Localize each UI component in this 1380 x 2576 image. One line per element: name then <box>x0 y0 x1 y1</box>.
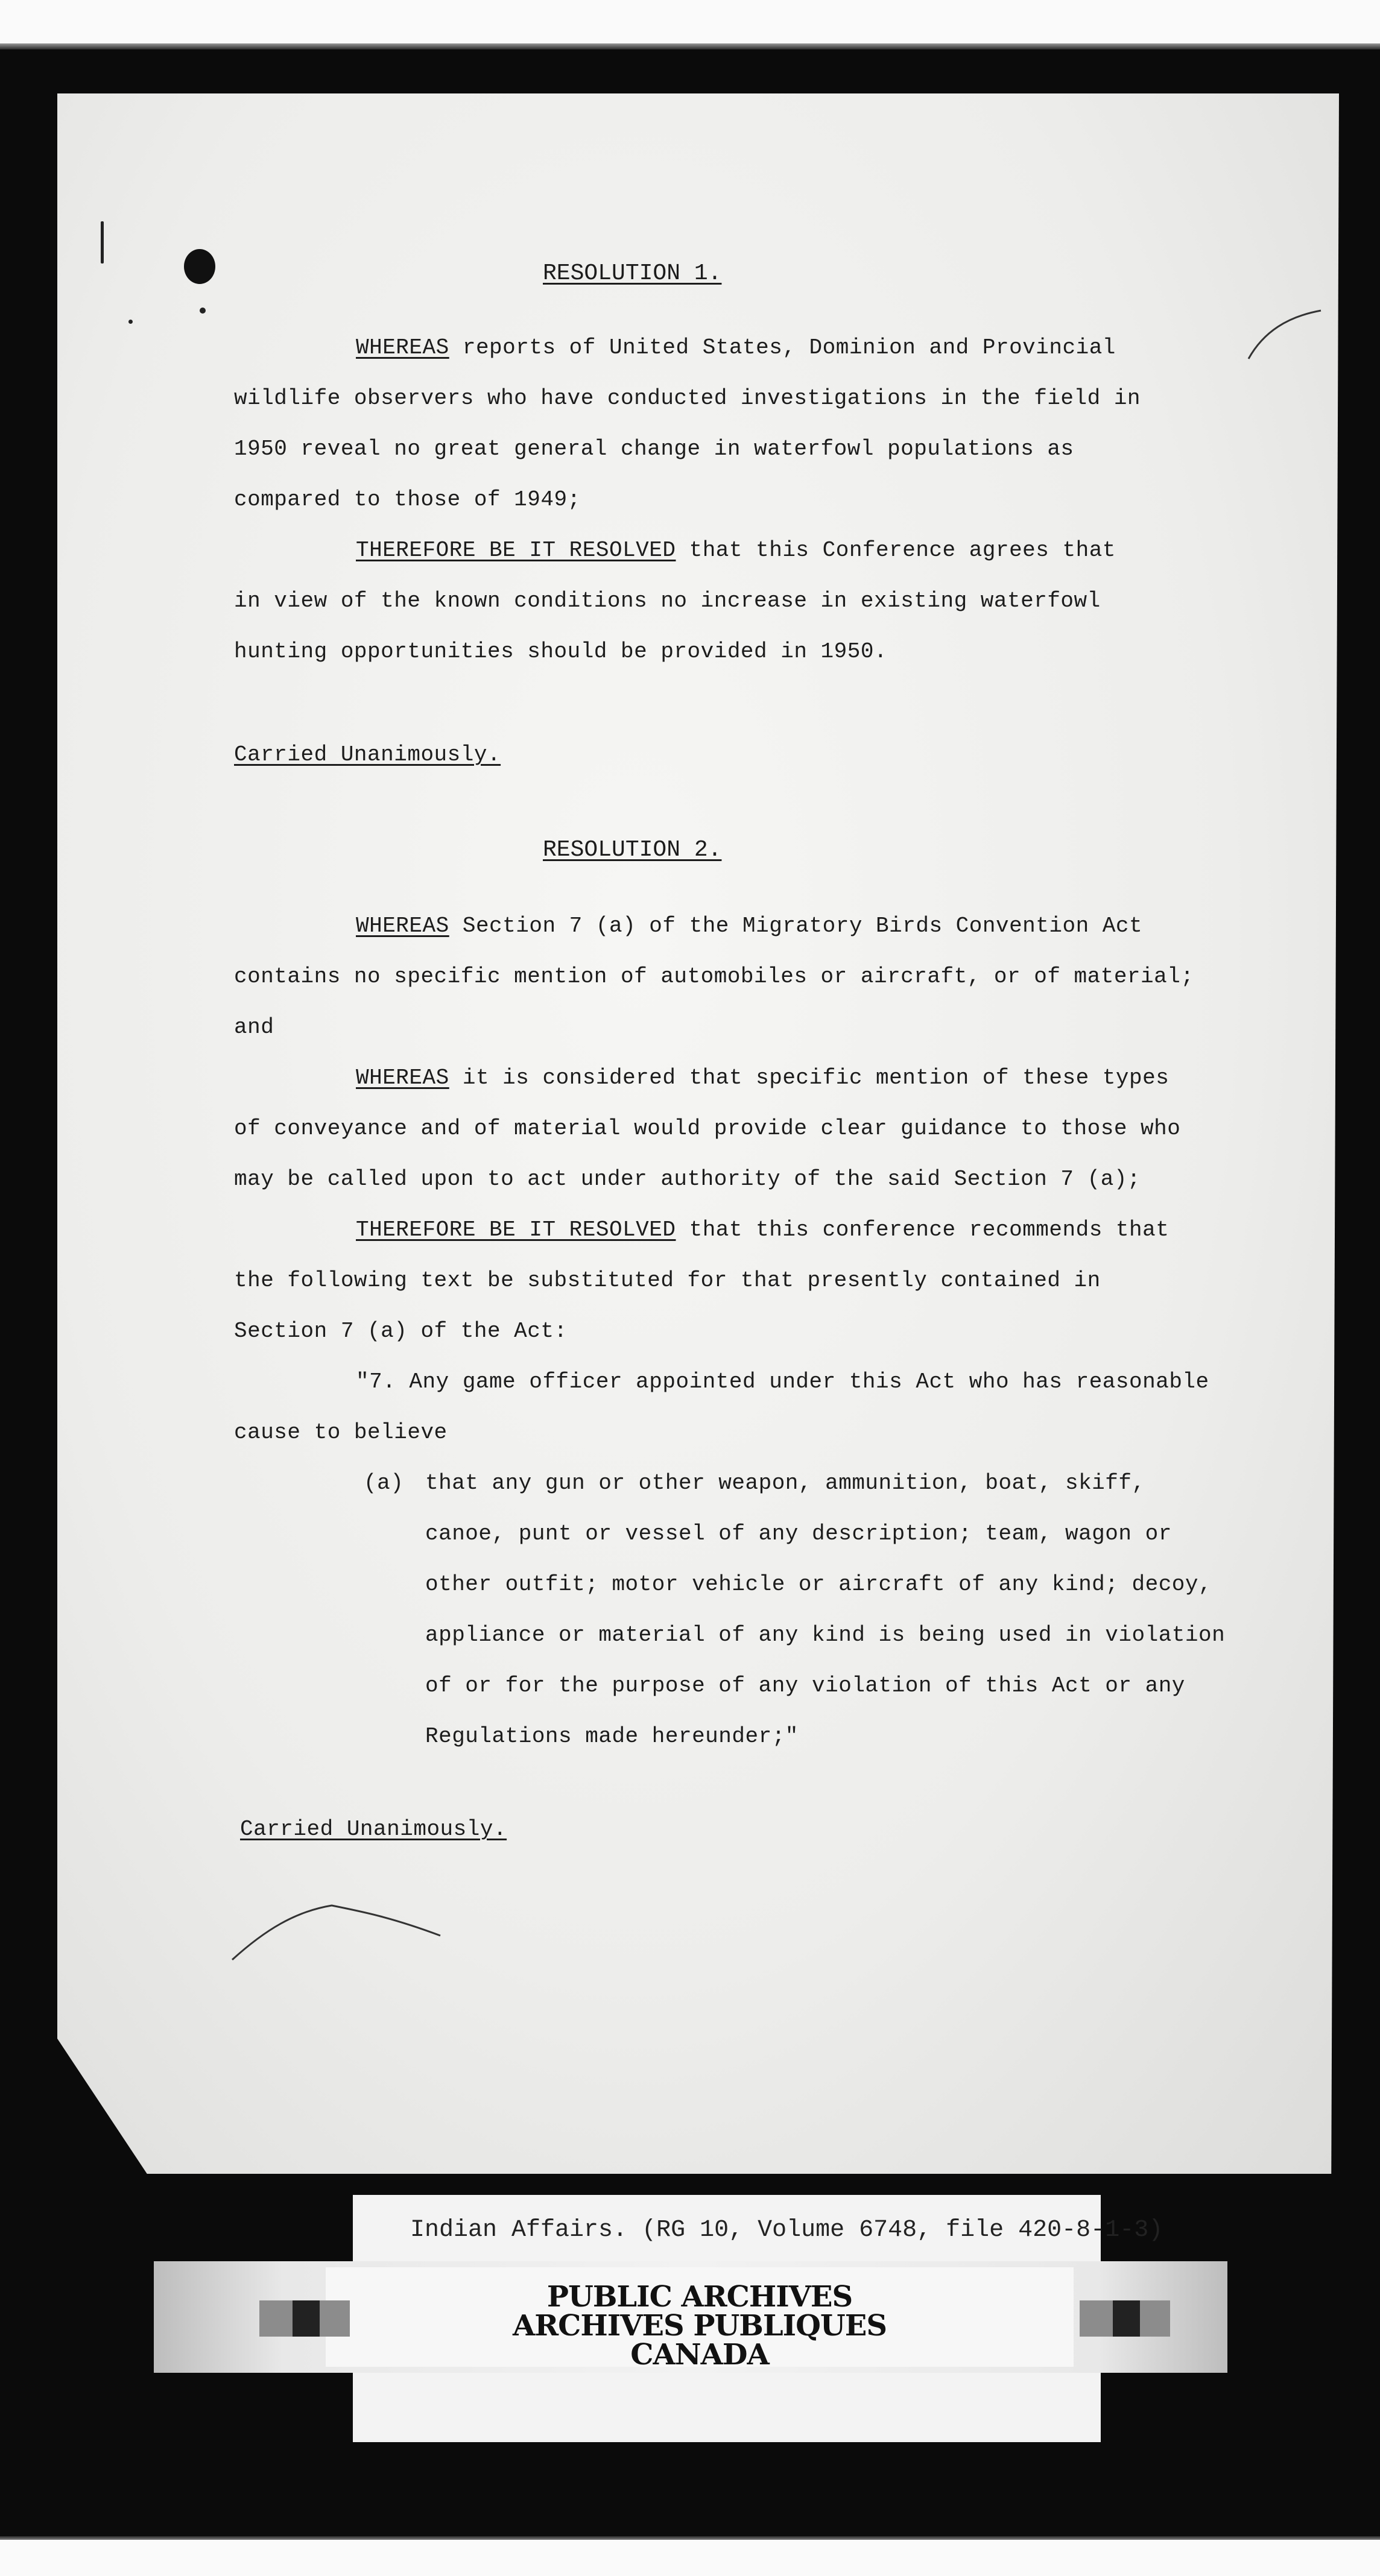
top-margin <box>0 0 1380 47</box>
resolution-2-line: may be called upon to act under authority of the said Section 7 (a); <box>234 1167 1141 1192</box>
item-label: (a) <box>364 1471 404 1495</box>
therefore-text: that this conference recommends that <box>676 1217 1170 1242</box>
whereas-text: reports of United States, Dominion and Provincial <box>449 335 1116 360</box>
resolution-2-title: RESOLUTION 2. <box>543 837 722 863</box>
bottom-margin <box>0 2540 1380 2576</box>
ink-blot <box>184 249 215 284</box>
item-line: of or for the purpose of any violation of this Act or any <box>425 1673 1185 1698</box>
whereas-keyword: WHEREAS <box>356 335 449 360</box>
pencil-mark <box>229 1893 458 1966</box>
resolution-1-line: in view of the known conditions no increase in existing waterfowl <box>234 589 1101 613</box>
resolution-1-line: hunting opportunities should be provided in 1950. <box>234 639 888 664</box>
resolution-2-whereas-1 <box>356 901 1142 952</box>
whereas-text: Section 7 (a) of the Migratory Birds Convention Act <box>449 914 1143 938</box>
resolution-1-line: 1950 reveal no great general change in waterfowl populations as <box>234 437 1074 461</box>
resolution-2-whereas-2 <box>356 1053 1169 1103</box>
resolution-1-title: RESOLUTION 1. <box>543 260 722 286</box>
speck <box>101 221 104 264</box>
resolution-2-line: contains no specific mention of automobiles or aircraft, or of material; <box>234 964 1194 989</box>
film-tab <box>1080 2300 1170 2337</box>
item-line: that any gun or other weapon, ammunition, boat, skiff, <box>425 1471 1145 1495</box>
quoted-section-line: cause to believe <box>234 1420 448 1445</box>
whereas-keyword: WHEREAS <box>356 914 449 938</box>
archive-name-en: PUBLIC ARCHIVES <box>546 2280 853 2314</box>
item-line: Regulations made hereunder;" <box>425 1724 799 1749</box>
resolution-2-line: the following text be substituted for that presently contained in <box>234 1268 1101 1293</box>
resolution-2-line: and <box>234 1015 274 1040</box>
resolution-1-whereas-line <box>356 323 1116 373</box>
whereas-text: it is considered that specific mention of these types <box>449 1065 1170 1090</box>
whereas-keyword: WHEREAS <box>356 1065 449 1090</box>
item-line: canoe, punt or vessel of any description; team, wagon or <box>425 1521 1172 1546</box>
therefore-text: that this Conference agrees that <box>676 538 1116 563</box>
therefore-keyword: THEREFORE BE IT RESOLVED <box>356 1217 676 1242</box>
quoted-section-line: "7. Any game officer appointed under this Act who has reasonable <box>356 1369 1209 1394</box>
pencil-mark <box>1245 308 1324 362</box>
resolution-2-line: Section 7 (a) of the Act: <box>234 1319 568 1343</box>
resolution-1-carried: Carried Unanimously. <box>234 742 501 767</box>
speck <box>200 308 206 314</box>
item-line: appliance or material of any kind is being used in violation <box>425 1623 1226 1647</box>
resolution-2-therefore <box>356 1205 1169 1255</box>
resolution-2-line: of conveyance and of material would provide clear guidance to those who <box>234 1116 1181 1141</box>
resolution-1-therefore-line <box>356 525 1116 576</box>
resolution-1-line: wildlife observers who have conducted investigations in the field in <box>234 386 1141 411</box>
speck <box>128 320 133 324</box>
top-film-edge <box>0 43 1380 49</box>
therefore-keyword: THEREFORE BE IT RESOLVED <box>356 538 676 563</box>
archive-country: CANADA <box>630 2338 769 2372</box>
resolution-2-carried: Carried Unanimously. <box>240 1817 507 1842</box>
archive-name-fr: ARCHIVES PUBLIQUES <box>513 2309 887 2343</box>
item-line: other outfit; motor vehicle or aircraft of any kind; decoy, <box>425 1572 1212 1597</box>
archive-source: Indian Affairs. (RG 10, Volume 6748, file 420-8-1-3) <box>410 2217 1163 2244</box>
resolution-1-line: compared to those of 1949; <box>234 487 581 512</box>
